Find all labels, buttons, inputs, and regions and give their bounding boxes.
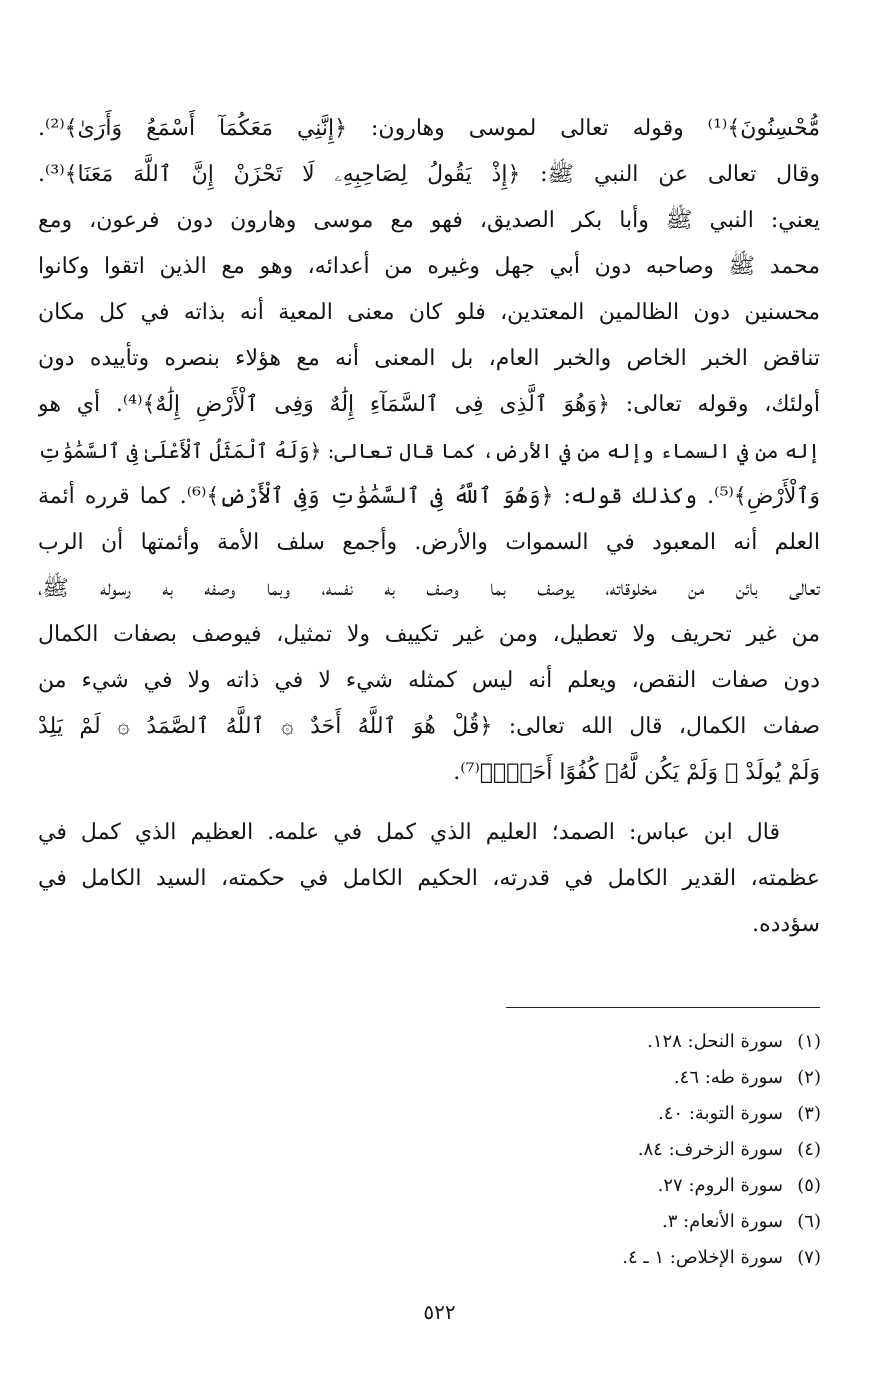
footnote-item bbox=[421, 1096, 821, 1132]
text-line: محمد ﷺ وصاحبه دون أبي جهل وغيره من أعدائه، وهو مع الذين اتقوا وكانوا bbox=[38, 254, 820, 279]
footnote-item bbox=[421, 1132, 821, 1168]
footnote-number: (٦) bbox=[797, 1211, 821, 1232]
footnote-divider bbox=[506, 1007, 820, 1008]
footnote-number: (٣) bbox=[797, 1103, 821, 1124]
footnote-text: سورة الروم: ٢٧. bbox=[657, 1175, 783, 1196]
footnote-text: سورة طه: ٤٦. bbox=[673, 1067, 783, 1088]
footnote-number: (٤) bbox=[797, 1139, 821, 1160]
text-line: إله من في السماء وإله من في الأرض، كما قال تعالى: ﴿وَلَهُ ٱلْمَثَلُ ٱلْأَعْلَىٰ فِى ٱلسَّمَٰوَٰتِ bbox=[38, 439, 820, 463]
footnote-text: سورة الأنعام: ٣. bbox=[661, 1211, 783, 1232]
text-line: دون صفات النقص، ويعلم أنه ليس كمثله شيء لا في ذاته ولا في شيء من bbox=[38, 668, 820, 693]
footnote-item bbox=[421, 1024, 821, 1060]
footnote-item bbox=[421, 1240, 821, 1276]
text-line: مُّحْسِنُونَ﴾⁽¹⁾ وقوله تعالى لموسى وهارون: ﴿إِنَّنِي مَعَكُمَآ أَسْمَعُ وَأَرَىٰ﴾⁽²⁾. bbox=[38, 116, 820, 141]
footnote-item bbox=[421, 1060, 821, 1096]
text-line: وَٱلْأَرْضِ﴾⁽⁵⁾. وكذلك قوله: ﴿وَهُوَ ٱللَّهُ فِى ٱلسَّمَٰوَٰتِ وَفِى ٱلْأَرْضِ﴾⁽⁶⁾. كما قرره أئمة bbox=[38, 484, 820, 509]
text-line: وَلَمْ يُولَدْ ۞ وَلَمْ يَكُن لَّهُۥ كُفُوًا أَحَدٌۢ﴾⁽⁷⁾. bbox=[453, 760, 820, 785]
text-line: تعالى بائن من مخلوقاته، يوصف بما وصف به نفسه، وبما وصفه به رسوله ﷺ، bbox=[38, 576, 820, 601]
footnote-number: (٢) bbox=[797, 1067, 821, 1088]
page-number: ٥٢٢ bbox=[423, 1300, 456, 1324]
footnotes bbox=[421, 1024, 821, 1276]
text-line: صفات الكمال، قال الله تعالى: ﴿قُلْ هُوَ ٱللَّهُ أَحَدٌ ۞ ٱللَّهُ ٱلصَّمَدُ ۞ لَمْ يَلِدْ bbox=[38, 714, 820, 739]
text-line: تناقض الخبر الخاص والخبر العام، بل المعنى أنه مع هؤلاء بنصره وتأييده دون bbox=[38, 346, 820, 371]
footnote-text: سورة النحل: ١٢٨. bbox=[647, 1031, 783, 1052]
footnote-number: (٥) bbox=[797, 1175, 821, 1196]
footnote-text: سورة التوبة: ٤٠. bbox=[658, 1103, 783, 1124]
text-line: سؤدده. bbox=[752, 912, 820, 937]
footnote-text: سورة الزخرف: ٨٤. bbox=[637, 1139, 783, 1160]
text-line: العلم أنه المعبود في السموات والأرض. وأجمع سلف الأمة وأئمتها أن الرب bbox=[38, 530, 820, 555]
footnote-number: (٧) bbox=[797, 1247, 821, 1268]
main-text bbox=[38, 106, 820, 796]
text-line: محسنين دون الظالمين المعتدين، فلو كان معنى المعية أنه بذاته في كل مكان bbox=[38, 300, 820, 325]
text-line: وقال تعالى عن النبي ﷺ: ﴿إِذْ يَقُولُ لِصَاحِبِهِۦ لَا تَحْزَنْ إِنَّ ٱللَّهَ مَعَنَا﴾⁽³⁾. bbox=[38, 162, 820, 187]
footnote-number: (١) bbox=[797, 1031, 821, 1052]
footnote-item bbox=[421, 1204, 821, 1240]
text-line: قال ابن عباس: الصمد؛ العليم الذي كمل في علمه. العظيم الذي كمل في bbox=[38, 820, 780, 845]
footnote-item bbox=[421, 1168, 821, 1204]
text-line: أولئك، وقوله تعالى: ﴿وَهُوَ ٱلَّذِى فِى ٱلسَّمَآءِ إِلَٰهٌ وَفِى ٱلْأَرْضِ إِلَٰهٌ﴾⁽⁴⁾. أي هو bbox=[38, 392, 820, 417]
text-line: يعني: النبي ﷺ وأبا بكر الصديق، فهو مع موسى وهارون دون فرعون، ومع bbox=[38, 208, 820, 233]
text-line: عظمته، القدير الكامل في قدرته، الحكيم الكامل في حكمته، السيد الكامل في bbox=[38, 866, 820, 891]
text-line: من غير تحريف ولا تعطيل، ومن غير تكييف ولا تمثيل، فيوصف بصفات الكمال bbox=[38, 622, 820, 647]
quote-paragraph bbox=[38, 810, 820, 948]
footnote-text: سورة الإخلاص: ١ ـ ٤. bbox=[622, 1247, 783, 1268]
